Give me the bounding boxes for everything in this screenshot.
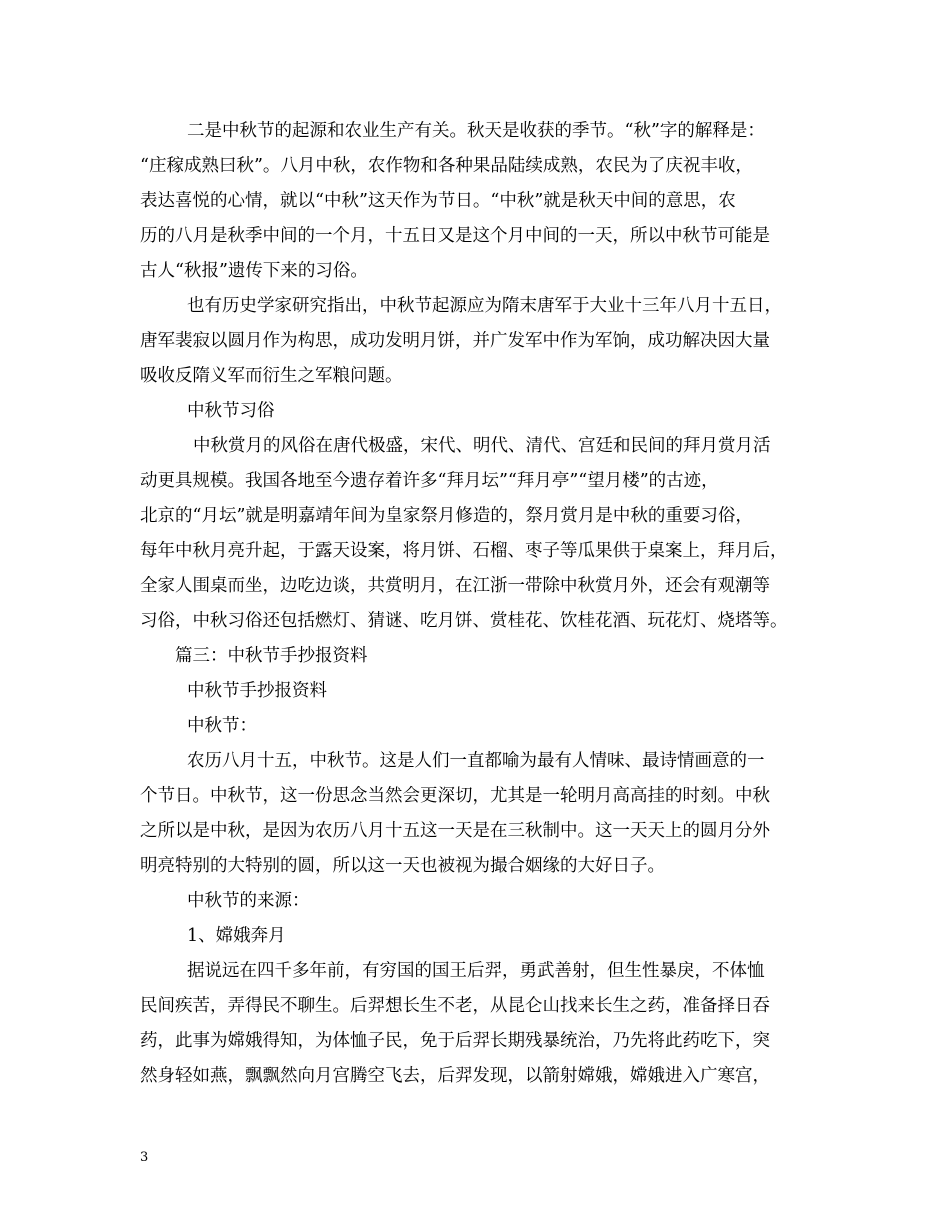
text-line: 民间疾苦，弄得民不聊生。后羿想长生不老，从昆仑山找来长生之药，准备择日吞 (140, 996, 770, 1016)
text-line: 全家人围桌而坐，边吃边谈，共赏明月，在江浙一带除中秋赏月外，还会有观潮等 (140, 576, 770, 596)
text-line: 中秋赏月的风俗在唐代极盛，宋代、明代、清代、宫廷和民间的拜月赏月活 (193, 436, 771, 456)
text-line: 唐军裴寂以圆月作为构思，成功发明月饼，并广发军中作为军饷，成功解决因大量 (140, 331, 770, 351)
section-heading: 篇三：中秋节手抄报资料 (175, 646, 368, 666)
text-line: 北京的“月坛”就是明嘉靖年间为皇家祭月修造的，祭月赏月是中秋的重要习俗， (140, 506, 753, 526)
section-heading: 中秋节习俗 (187, 401, 275, 421)
page-number: 3 (140, 1150, 149, 1165)
section-heading: 中秋节手抄报资料 (187, 681, 327, 701)
text-line: 个节日。中秋节，这一份思念当然会更深切，尤其是一轮明月高高挂的时刻。中秋 (140, 786, 770, 806)
section-heading: 1、嫦娥奔月 (187, 926, 286, 946)
text-line: 之所以是中秋，是因为农历八月十五这一天是在三秋制中。这一天天上的圆月分外 (140, 821, 770, 841)
text-line: 也有历史学家研究指出，中秋节起源应为隋末唐军于大业十三年八月十五日， (187, 296, 782, 316)
text-line: 然身轻如燕，飘飘然向月宫腾空飞去，后羿发现，以箭射嫦娥，嫦娥进入广寒宫， (140, 1066, 770, 1086)
text-line: 据说远在四千多年前，有穷国的国王后羿，勇武善射，但生性暴戾，不体恤 (187, 961, 765, 981)
text-line: “庄稼成熟曰秋”。八月中秋，农作物和各种果品陆续成熟，农民为了庆祝丰收， (140, 156, 753, 176)
text-line: 农历八月十五，中秋节。这是人们一直都喻为最有人情味、最诗情画意的一 (187, 751, 765, 771)
text-line: 二是中秋节的起源和农业生产有关。秋天是收获的季节。“秋”字的解释是： (187, 121, 765, 141)
section-heading: 中秋节： (187, 716, 257, 736)
text-line: 药，此事为嫦娥得知，为体恤子民，免于后羿长期残暴统治，乃先将此药吃下，突 (140, 1031, 770, 1051)
text-line: 表达喜悦的心情，就以“中秋”这天作为节日。“中秋”就是秋天中间的意思，农 (140, 191, 736, 211)
text-line: 古人“秋报”遗传下来的习俗。 (140, 261, 368, 281)
text-line: 习俗，中秋习俗还包括燃灯、猜谜、吃月饼、赏桂花、饮桂花酒、玩花灯、烧塔等。 (140, 611, 788, 631)
text-line: 每年中秋月亮升起，于露天设案，将月饼、石榴、枣子等瓜果供于桌案上，拜月后， (140, 541, 788, 561)
section-heading: 中秋节的来源： (187, 891, 310, 911)
text-line: 动更具规模。我国各地至今遗存着许多“拜月坛”“拜月亭”“望月楼”的古迹， (140, 471, 719, 491)
text-line: 吸收反隋义军而衍生之军粮问题。 (140, 366, 403, 386)
text-line: 历的八月是秋季中间的一个月，十五日又是这个月中间的一天，所以中秋节可能是 (140, 226, 770, 246)
text-line: 明亮特别的大特别的圆，所以这一天也被视为撮合姻缘的大好日子。 (140, 856, 665, 876)
